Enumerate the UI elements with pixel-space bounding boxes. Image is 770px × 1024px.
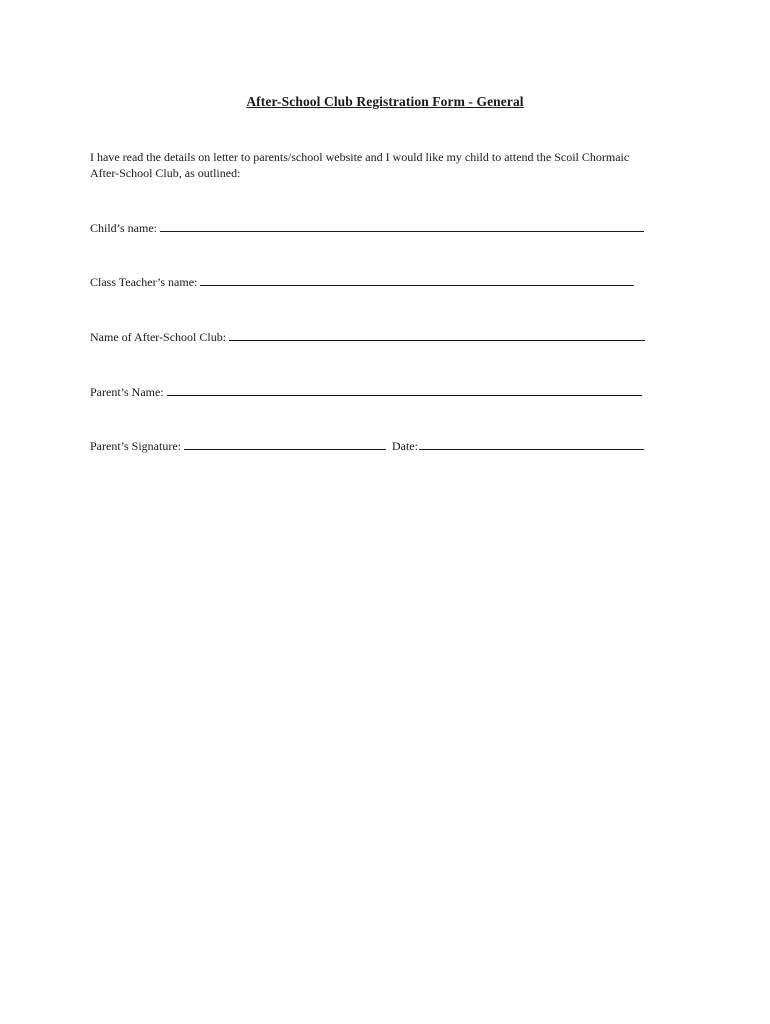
signature-date-row [90,437,710,454]
intro-paragraph [90,149,690,181]
date-field[interactable] [419,437,644,450]
class-teacher-row [90,273,710,290]
intro-line-1: I have read the details on letter to parents/school website and I would like my child to attend the Scoil Chormaic [90,150,630,164]
parent-name-row [90,383,710,400]
intro-line-2: After-School Club, as outlined: [90,166,241,180]
child-name-field[interactable] [160,219,644,232]
class-teacher-field[interactable] [200,273,634,286]
club-name-label: Name of After-School Club: [90,330,227,344]
child-name-row [90,219,710,236]
class-teacher-label: Class Teacher’s name: [90,275,198,289]
club-name-row [90,328,710,345]
parent-signature-field[interactable] [184,437,386,450]
form-title: After-School Club Registration Form - General [246,94,524,109]
club-name-field[interactable] [229,328,645,341]
parent-name-field[interactable] [167,383,642,396]
date-label: Date: [391,439,418,453]
parent-signature-label: Parent’s Signature: [90,439,181,453]
child-name-label: Child’s name: [90,221,157,235]
parent-name-label: Parent’s Name: [90,385,164,399]
